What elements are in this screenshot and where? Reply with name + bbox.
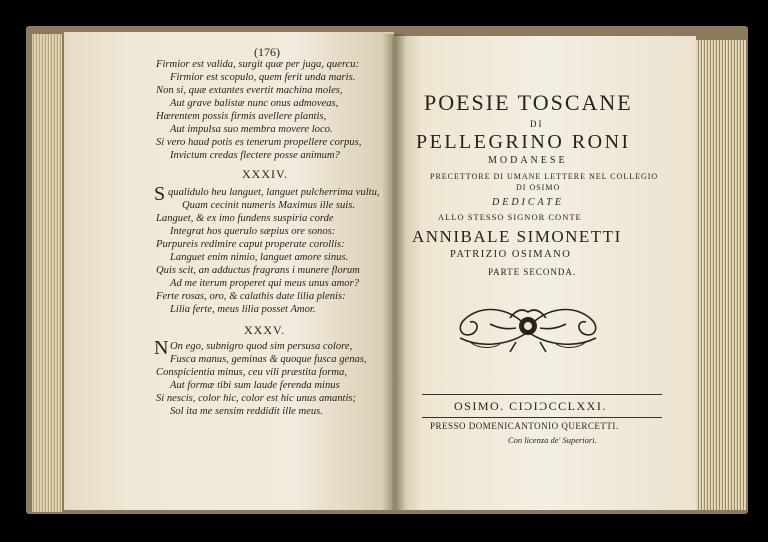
- drop-cap: S: [154, 183, 166, 205]
- verse-line: Languet enim nimio, languet amore sinus.: [170, 252, 349, 263]
- section-heading: XXXV.: [244, 323, 286, 337]
- book-title: POESIE TOSCANE: [424, 90, 633, 115]
- imprint-rule: [422, 417, 662, 418]
- dedication-line: ALLO STESSO SIGNOR CONTE: [438, 212, 582, 222]
- verse-line: Languet, & ex imo fundens suspiria corde: [156, 213, 334, 224]
- verse-line: Aut formæ tibi sum laude ferenda minus: [170, 380, 340, 391]
- author-origin: MODANESE: [488, 155, 568, 166]
- right-page: [392, 36, 696, 510]
- verse-line: Si vero haud potis es tenerum propellere corpus,: [156, 137, 362, 148]
- verse-line: Fusca manus, geminas & quoque fusca genas,: [170, 354, 367, 365]
- verse-line: Aut impulsa suo membra movere loco.: [170, 124, 333, 135]
- verse-line: Integrat hos querulo sæpius ore sonos:: [170, 226, 336, 237]
- verse-line: Firmior est scopulo, quem ferit unda maris.: [170, 72, 356, 83]
- verse-line: qualidulo heu languet, languet pulcherrima vultu,: [168, 187, 380, 198]
- dedication-label: DEDICATE: [492, 197, 564, 208]
- volume-part: PARTE SECONDA.: [488, 267, 577, 277]
- left-page: [64, 32, 394, 510]
- author-role-place: DI OSIMO: [516, 183, 561, 192]
- section-heading: XXXIV.: [242, 167, 289, 181]
- license-note: Con licenza de' Superiori.: [508, 435, 597, 445]
- verse-line: Ad me iterum properet qui meus unus amor?: [170, 278, 360, 289]
- left-page-edges: [32, 34, 62, 512]
- author-role: PRECETTORE DI UMANE LETTERE NEL COLLEGIO: [430, 172, 659, 181]
- verse-line: Sol ita me sensim reddidit ille meus.: [170, 406, 323, 417]
- verse-line: Ferte rosas, oro, & calathis date lilia plenis:: [156, 291, 346, 302]
- verse-line: Lilia ferte, meus lilia posset Amor.: [170, 304, 316, 315]
- verse-line: Invictum credas flectere posse animum?: [170, 150, 340, 161]
- verse-line: Hærentem possis firmis avellere plantis,: [156, 111, 327, 122]
- imprint-rule: [422, 394, 662, 395]
- verse-line: Non si, quæ extantes evertit machina moles,: [156, 85, 343, 96]
- right-page-edges: [694, 40, 746, 510]
- verse-line: Conspicientia minus, ceu vili præstita forma,: [156, 367, 347, 378]
- verse-line: On ego, subnigro quod sim persusa colore,: [170, 341, 353, 352]
- drop-cap: N: [154, 337, 169, 359]
- page-number: (176): [254, 45, 280, 59]
- printer-name: PRESSO DOMENICANTONIO QUERCETTI.: [430, 421, 619, 431]
- printers-ornament-icon: [450, 298, 606, 356]
- title-di: DI: [530, 119, 544, 129]
- dedicatee-name: ANNIBALE SIMONETTI: [412, 227, 622, 246]
- imprint-place-year: OSIMO. CIƆIƆCCLXXI.: [454, 399, 607, 413]
- verse-line: Firmior est valida, surgit quæ per juga, quercu:: [156, 59, 360, 70]
- verse-line: Quis scit, an adductus fragrans i munere florum: [156, 265, 360, 276]
- book-gutter: [382, 34, 406, 510]
- verse-line: Purpureis redimire caput properate corollis:: [156, 239, 345, 250]
- verse-line: Si nescis, color hic, color est hic unus amantis;: [156, 393, 357, 404]
- verse-line: Quam cecinit numeris Maximus ille suis.: [182, 200, 356, 211]
- open-book: [26, 26, 748, 514]
- verse-line: Aut grave balistæ nunc onus admoveas,: [170, 98, 339, 109]
- dedicatee-title: PATRIZIO OSIMANO: [450, 249, 572, 260]
- author-name: PELLEGRINO RONI: [416, 131, 631, 153]
